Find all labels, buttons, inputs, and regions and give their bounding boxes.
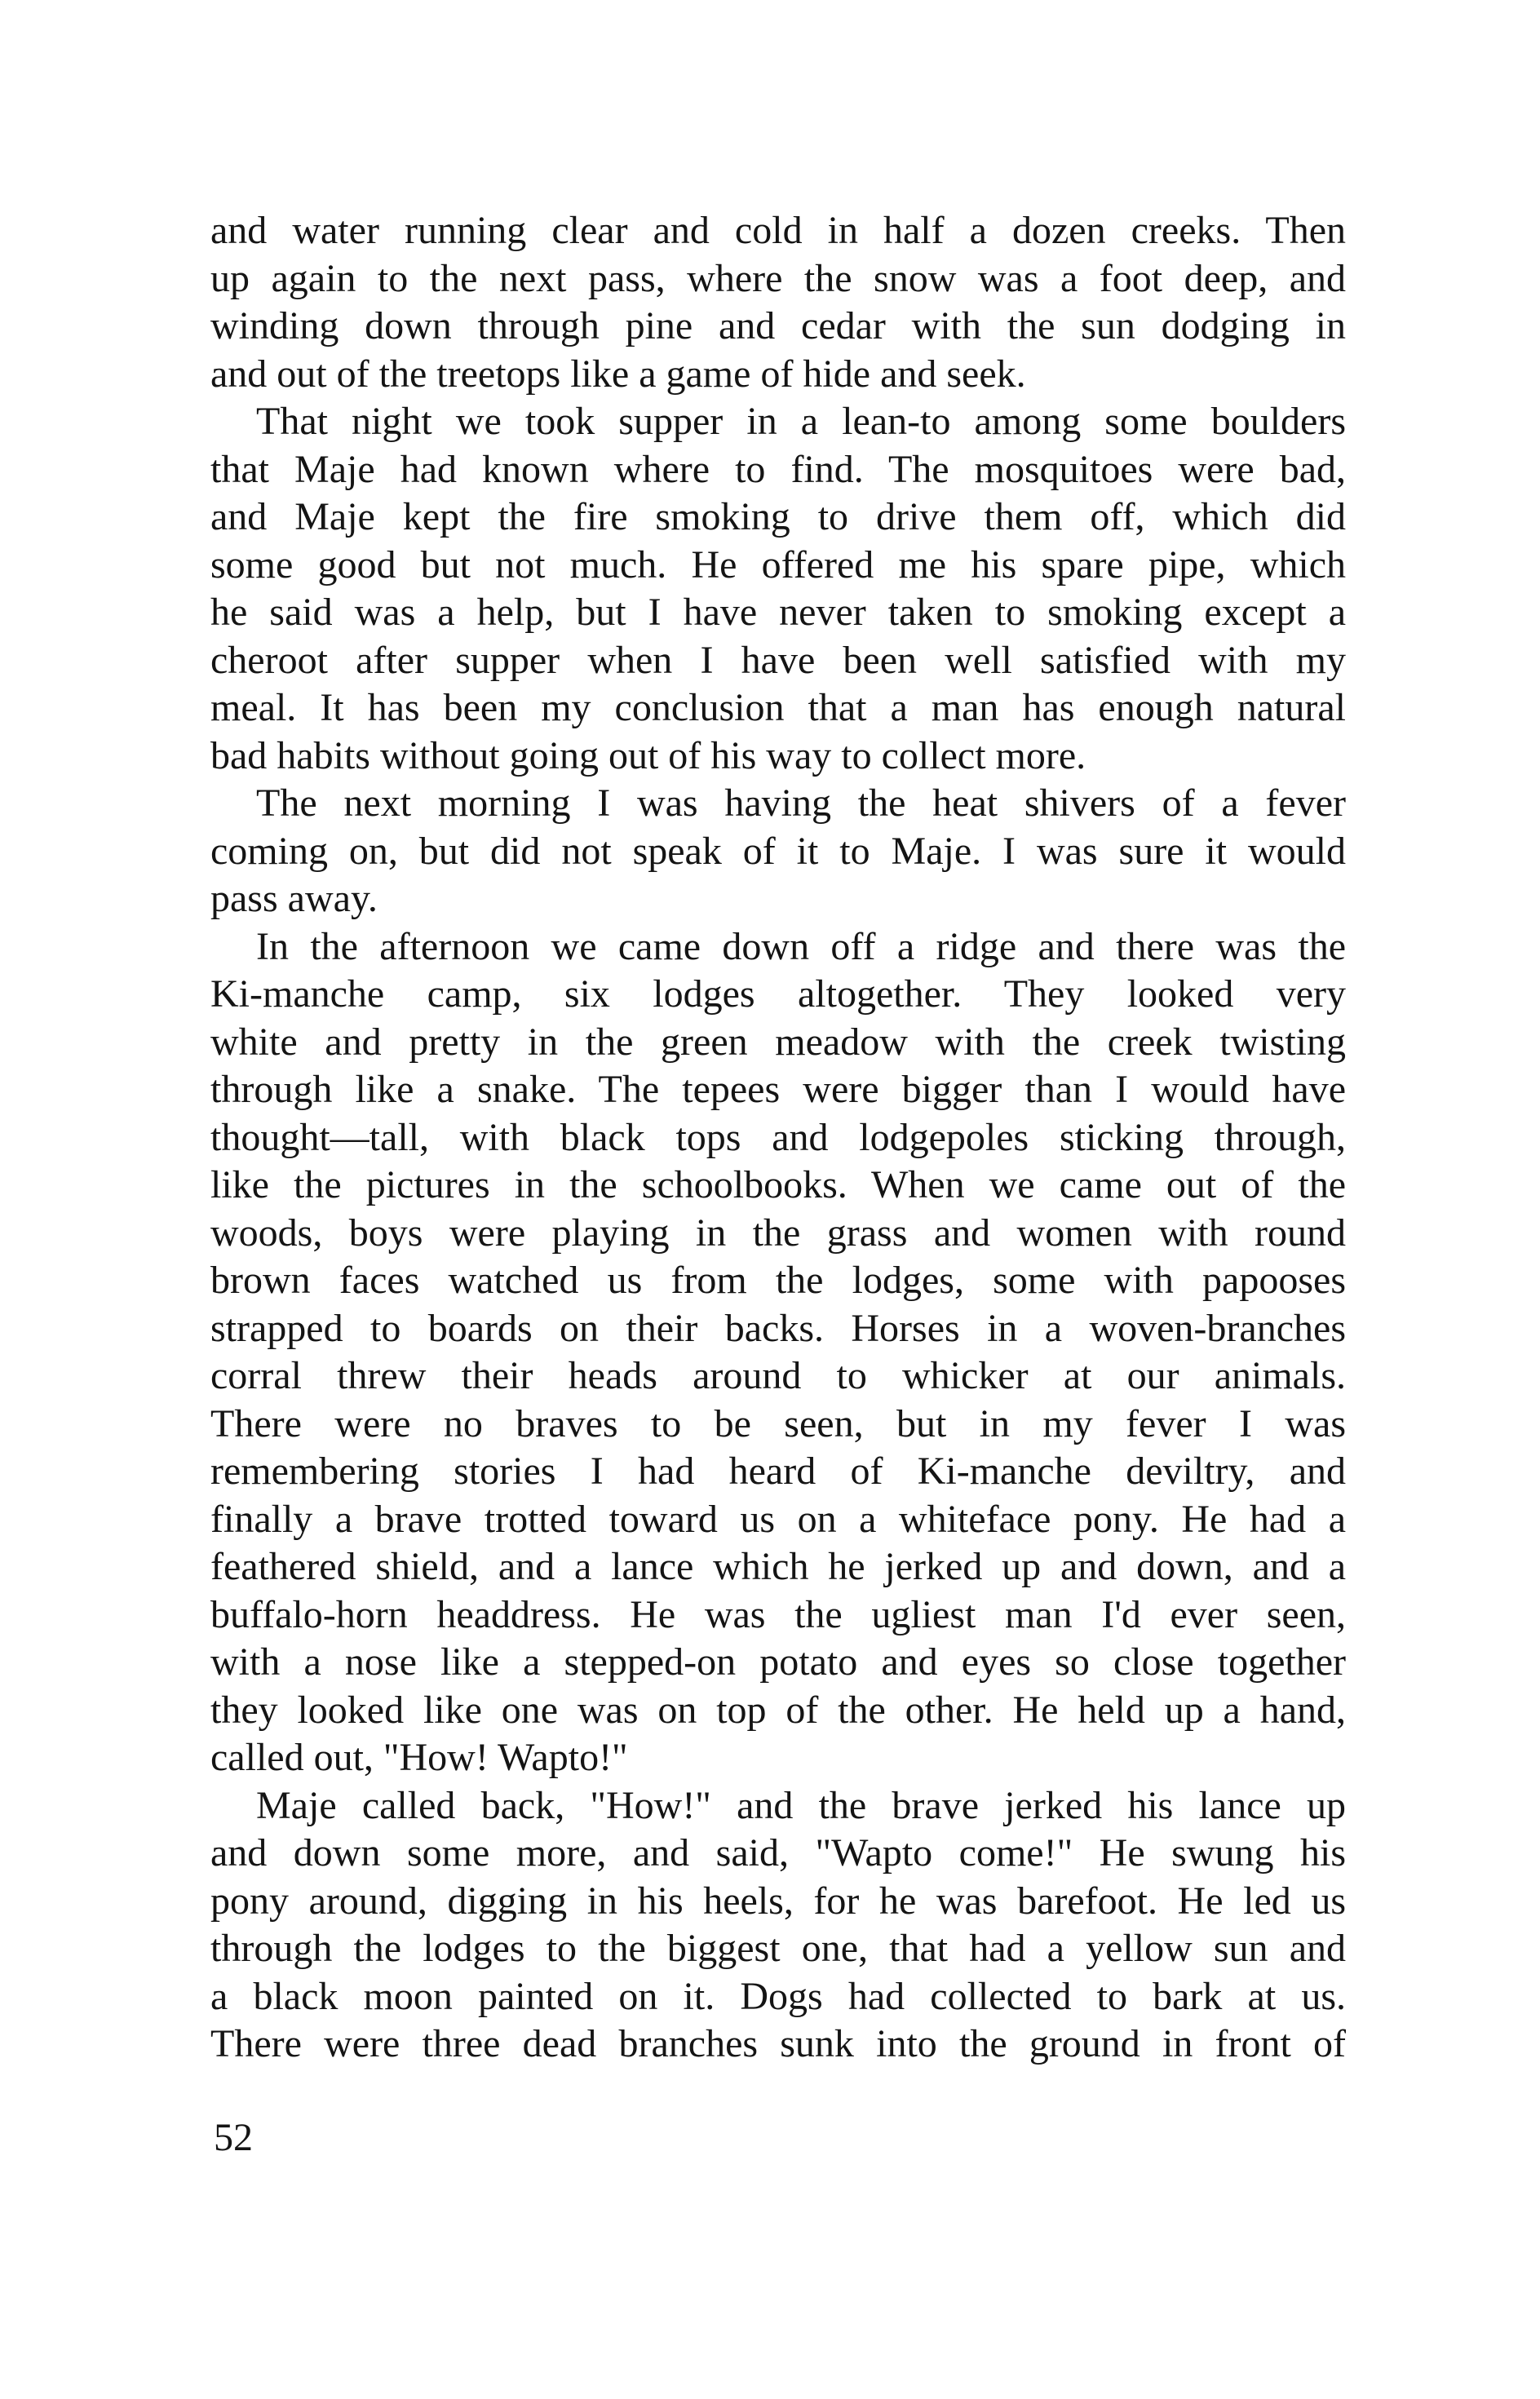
text-line: a black moon painted on it. Dogs had collected to bark at us. <box>210 1974 1346 2018</box>
text-line: finally a brave trotted toward us on a whiteface pony. He had a <box>210 1497 1346 1541</box>
text-line: thought—tall, with black tops and lodgepoles sticking through, <box>210 1115 1346 1159</box>
text-line: woods, boys were playing in the grass and women with round <box>210 1211 1346 1255</box>
text-line: and down some more, and said, "Wapto come!" He swung his <box>210 1831 1346 1874</box>
text-line: called out, "How! Wapto!" <box>210 1736 628 1779</box>
text-line: white and pretty in the green meadow with the creek twisting <box>210 1020 1346 1064</box>
text-line: strapped to boards on their backs. Horses in a woven-branches <box>210 1306 1346 1350</box>
text-line: corral threw their heads around to whicker at our animals. <box>210 1354 1346 1397</box>
text-line: pony around, digging in his heels, for he was barefoot. He led us <box>210 1879 1346 1923</box>
text-line: that Maje had known where to find. The mosquitoes were bad, <box>210 447 1346 491</box>
text-line: buffalo-horn headdress. He was the ugliest man I'd ever seen, <box>210 1592 1346 1636</box>
text-line: coming on, but did not speak of it to Maje. I was sure it would <box>210 829 1346 873</box>
text-line: and out of the treetops like a game of hide and seek. <box>210 352 1026 396</box>
text-line: The next morning I was having the heat shivers of a fever <box>256 781 1346 825</box>
text-line: meal. It has been my conclusion that a man has enough natural <box>210 686 1346 729</box>
text-line: winding down through pine and cedar with the sun dodging in <box>210 304 1346 347</box>
text-line: he said was a help, but I have never taken to smoking except a <box>210 591 1346 634</box>
text-line: like the pictures in the schoolbooks. When we came out of the <box>210 1163 1346 1206</box>
text-line: cheroot after supper when I have been well satisfied with my <box>210 638 1346 682</box>
text-line: remembering stories I had heard of Ki-manche deviltry, and <box>210 1450 1346 1493</box>
text-line: There were no braves to be seen, but in my fever I was <box>210 1401 1346 1445</box>
text-line: pass away. <box>210 877 378 920</box>
text-line: through like a snake. The tepees were bigger than I would have <box>210 1068 1346 1111</box>
text-line: feathered shield, and a lance which he jerked up and down, and a <box>210 1545 1346 1588</box>
text-line: through the lodges to the biggest one, that had a yellow sun and <box>210 1927 1346 1970</box>
text-line: That night we took supper in a lean-to among some boulders <box>256 400 1346 443</box>
text-line: and water running clear and cold in half a dozen creeks. Then <box>210 209 1346 252</box>
page-number: 52 <box>214 2116 253 2159</box>
text-line: bad habits without going out of his way to collect more. <box>210 733 1086 777</box>
text-line: up again to the next pass, where the snow was a foot deep, and <box>210 256 1346 300</box>
text-line: and Maje kept the fire smoking to drive them off, which did <box>210 495 1346 538</box>
text-line: with a nose like a stepped-on potato and eyes so close together <box>210 1640 1346 1684</box>
text-line: There were three dead branches sunk into the ground in front of <box>210 2022 1346 2065</box>
text-line: they looked like one was on top of the other. He held up a hand, <box>210 1688 1346 1732</box>
body-text <box>210 207 1346 2069</box>
text-line: Maje called back, "How!" and the brave jerked his lance up <box>256 1783 1346 1827</box>
text-line: Ki-manche camp, six lodges altogether. They looked very <box>210 972 1346 1016</box>
text-line: some good but not much. He offered me his spare pipe, which <box>210 542 1346 586</box>
text-line: In the afternoon we came down off a ridge and there was the <box>256 924 1346 968</box>
text-line: brown faces watched us from the lodges, some with papooses <box>210 1259 1346 1302</box>
